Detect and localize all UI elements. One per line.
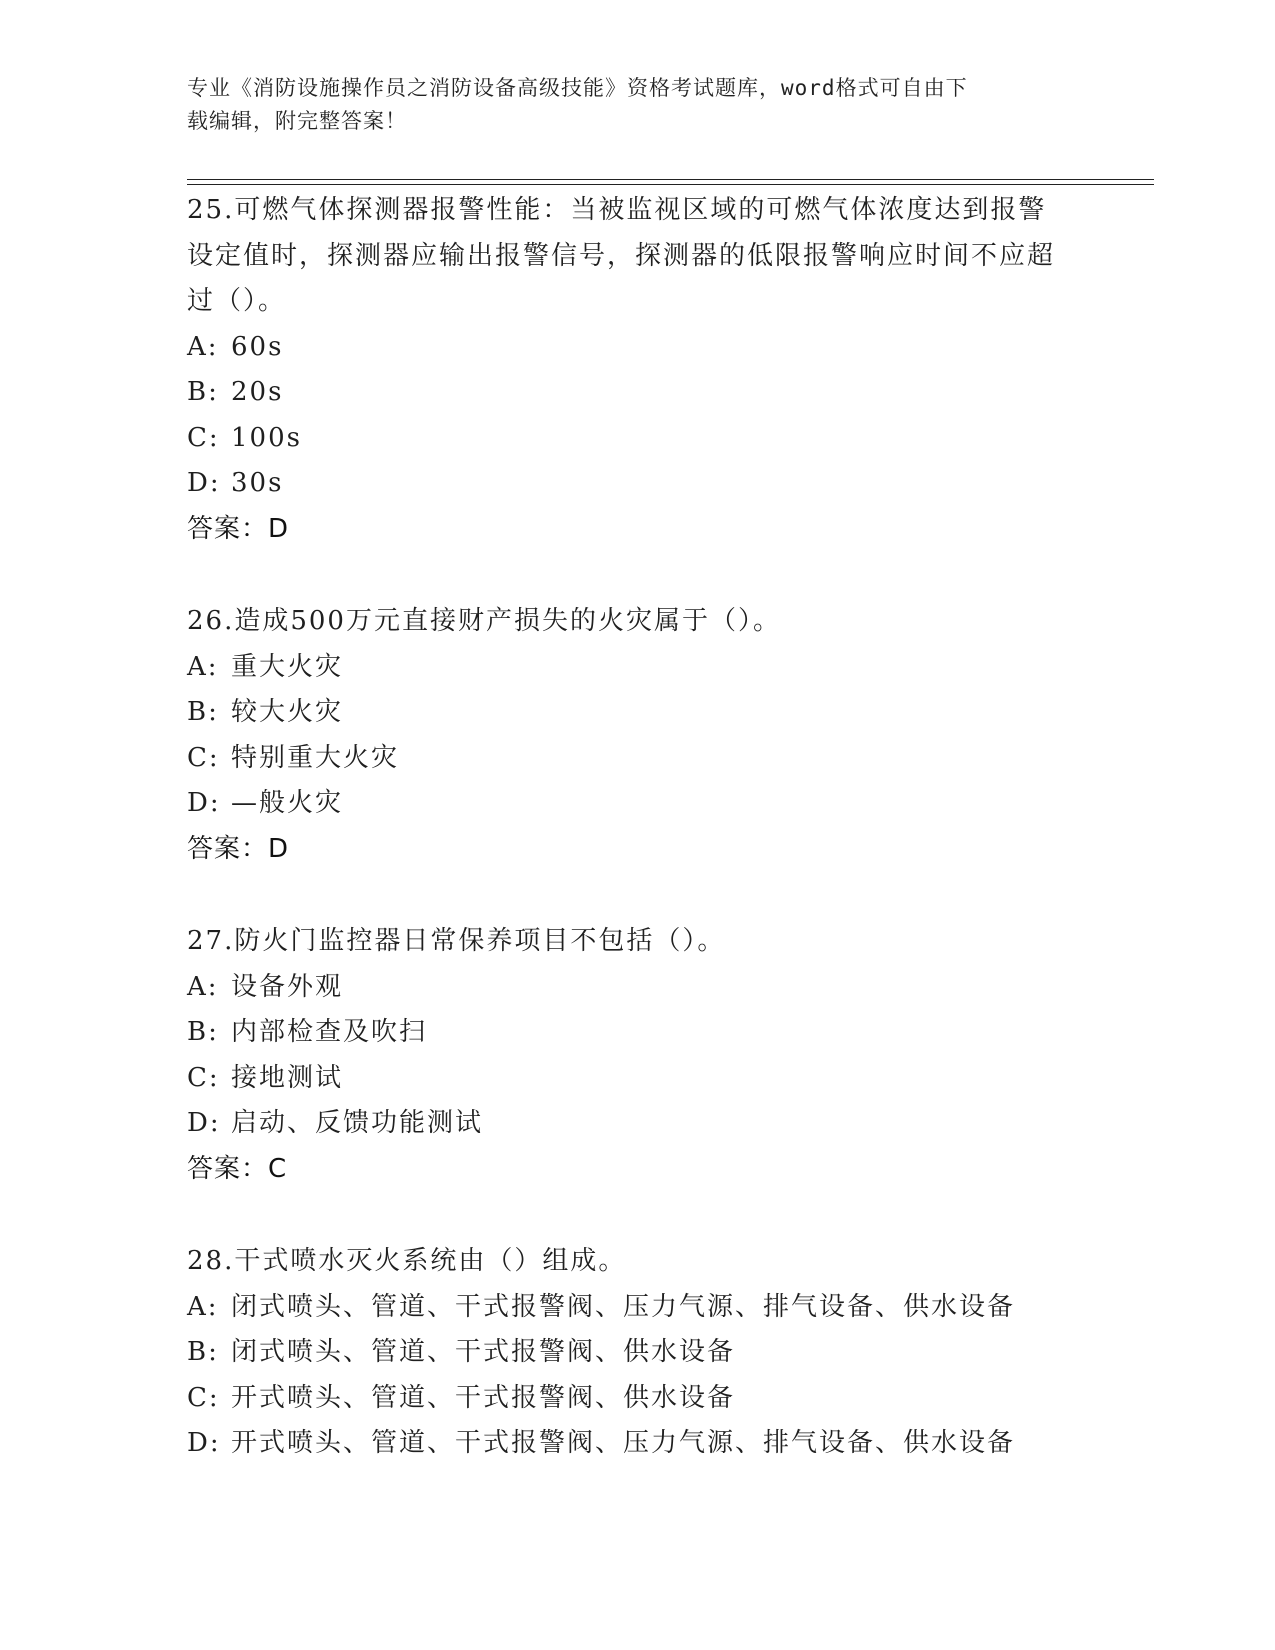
option-text: 特别重大火灾: [231, 742, 400, 773]
option-key: B:: [187, 377, 219, 407]
question-stem: 25.可燃气体探测器报警性能：当被监视区域的可燃气体浓度达到报警设定值时，探测器应输出报警信号，探测器的低限报警响应时间不应超过（）。: [187, 195, 1056, 316]
option-text: 设备外观: [231, 971, 344, 1002]
question-stem: 28.干式喷水灭火系统由（）组成。: [187, 1246, 627, 1276]
option-c: [187, 736, 1087, 782]
option-b: [187, 1010, 1087, 1056]
option-a: [187, 1285, 1087, 1331]
option-c: [187, 1056, 1087, 1102]
option-d: [187, 1421, 1087, 1467]
option-key: C:: [187, 1382, 220, 1413]
option-key: C:: [187, 1062, 220, 1093]
answer-line: 答案：D: [187, 513, 290, 544]
option-text: 30s: [231, 468, 284, 498]
header-line-1: 专业《消防设施操作员之消防设备高级技能》资格考试题库，word格式可自由下: [187, 76, 968, 100]
option-text: 较大火灾: [231, 697, 344, 727]
option-key: B:: [187, 1017, 219, 1047]
option-a: [187, 965, 1087, 1011]
option-text: 100s: [231, 422, 302, 453]
option-text: 闭式喷头、管道、干式报警阀、压力气源、排气设备、供水设备: [231, 1291, 1016, 1322]
option-text: 接地测试: [231, 1062, 344, 1093]
question-list: [187, 188, 1087, 1514]
option-text: 启动、反馈功能测试: [231, 1108, 484, 1138]
option-key: B:: [187, 1337, 219, 1367]
option-key: D:: [187, 1428, 221, 1458]
option-text: —般火灾: [231, 788, 344, 818]
answer-line: 答案：C: [187, 1153, 288, 1184]
option-key: A:: [187, 331, 219, 362]
option-a: [187, 645, 1087, 691]
header-divider-bottom: [187, 184, 1154, 185]
option-text: 20s: [231, 377, 284, 407]
option-key: D:: [187, 468, 221, 498]
question-26: [187, 599, 1087, 872]
option-key: D:: [187, 1108, 221, 1138]
option-key: A:: [187, 971, 219, 1002]
option-text: 开式喷头、管道、干式报警阀、供水设备: [231, 1382, 736, 1413]
option-key: B:: [187, 697, 219, 727]
option-key: A:: [187, 1291, 219, 1322]
option-b: [187, 690, 1087, 736]
header-line-2: 载编辑，附完整答案！: [187, 109, 407, 133]
question-stem: 27.防火门监控器日常保养项目不包括（）。: [187, 926, 726, 956]
option-key: D:: [187, 788, 221, 818]
option-key: C:: [187, 422, 220, 453]
option-d: [187, 1101, 1087, 1147]
option-c: [187, 416, 1087, 462]
option-d: [187, 781, 1087, 827]
option-a: [187, 325, 1087, 371]
option-text: 60s: [231, 331, 284, 362]
document-header: [187, 72, 1067, 138]
option-text: 内部检查及吹扫: [231, 1017, 428, 1047]
option-d: [187, 461, 1087, 507]
option-text: 闭式喷头、管道、干式报警阀、供水设备: [231, 1337, 736, 1367]
question-27: [187, 919, 1087, 1192]
option-text: 重大火灾: [231, 651, 344, 682]
option-key: C:: [187, 742, 220, 773]
question-28: [187, 1239, 1087, 1467]
option-c: [187, 1376, 1087, 1422]
option-b: [187, 1330, 1087, 1376]
question-25: [187, 188, 1087, 552]
question-stem: 26.造成500万元直接财产损失的火灾属于（）。: [187, 606, 781, 636]
header-divider-top: [187, 179, 1154, 180]
answer-line: 答案：D: [187, 833, 290, 864]
option-b: [187, 370, 1087, 416]
option-key: A:: [187, 651, 219, 682]
option-text: 开式喷头、管道、干式报警阀、压力气源、排气设备、供水设备: [231, 1428, 1016, 1458]
